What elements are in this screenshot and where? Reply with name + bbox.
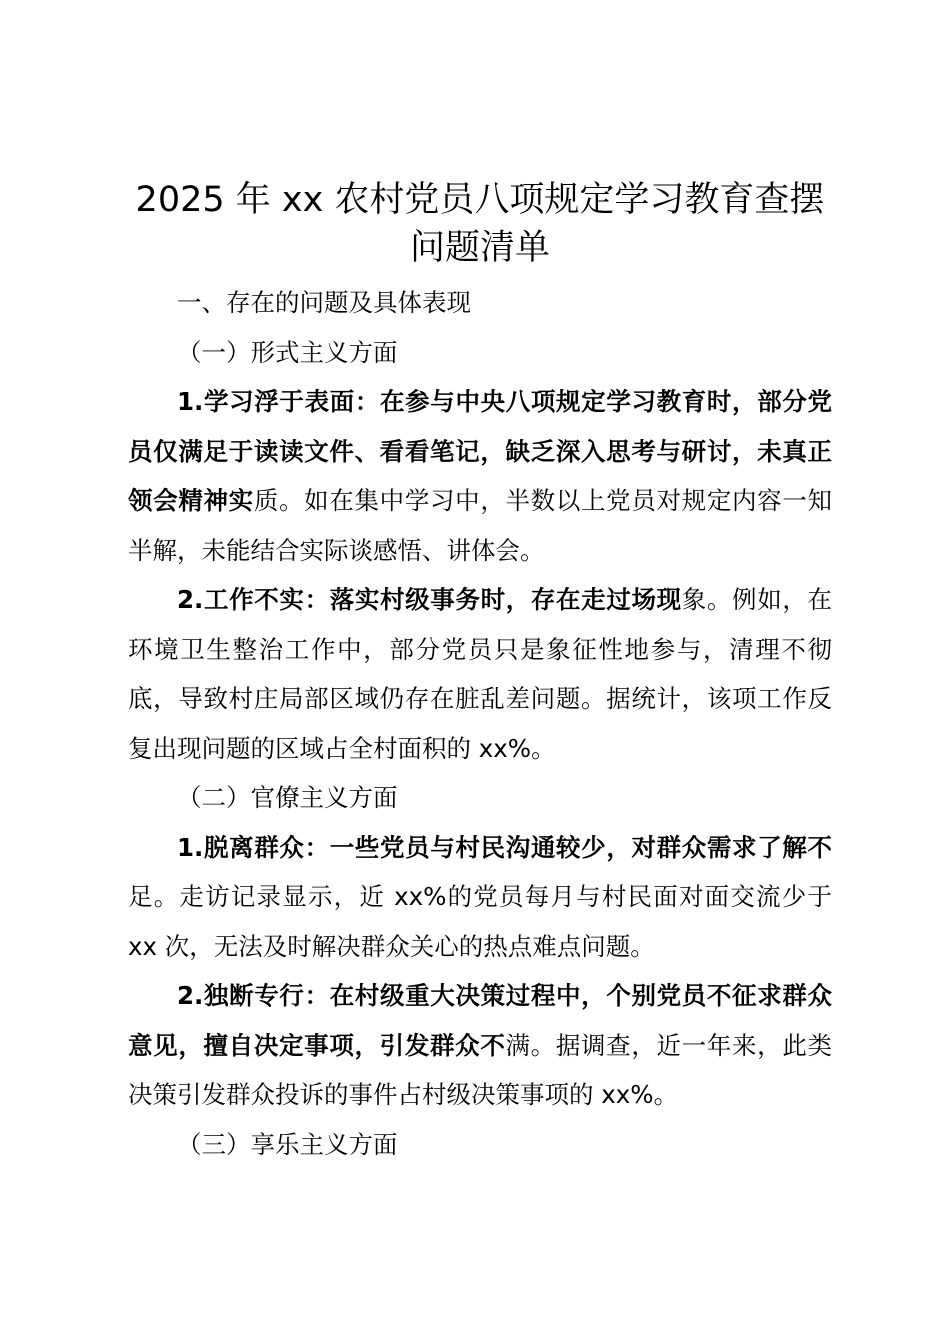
paragraph-1-text: 质。如在集中学习中，半数以上党员对规定内容一知半解，未能结合实际谈感悟、讲体会。 (128, 486, 833, 565)
subsection-heading-3: （三）享乐主义方面 (177, 1129, 398, 1159)
title-line-2: 问题清单 (409, 228, 550, 268)
paragraph-2-text: 象。例如，在环境卫生整治工作中，部分党员只是象征性地参与，清理不彻底，导致村庄局部区域仍存在脏乱差问题。据统计，该项工作反复出现问题的区域占全村面积的 xx%。 (128, 585, 832, 763)
paragraph-3 (128, 823, 832, 972)
title-line-1: 2025 年 xx 农村党员八项规定学习教育查摆 (135, 180, 825, 220)
paragraph-1-bold: 1.学习浮于表面：在参与中央八项规定学习教育时，部分党员仅满足于读读文件、看看笔记，缺乏深入思考与研讨，未真正领会精神实 (128, 387, 832, 515)
subsection-heading-2: （二）官僚主义方面 (177, 783, 398, 812)
subsection-heading-1: （一）形式主义方面 (177, 337, 398, 367)
paragraph-2 (128, 575, 832, 773)
document-title (128, 176, 832, 272)
paragraph-3-bold: 1.脱离群众：一些党员与村民沟通较少，对群众需求了解不 (177, 832, 832, 862)
paragraph-4-text: 满。据调查，近一年来，此类决策引发群众投诉的事件占村级决策事项的 xx%。 (128, 1030, 832, 1109)
section-heading-1: 一、存在的问题及具体表现 (177, 288, 471, 317)
paragraph-4 (128, 971, 832, 1120)
paragraph-2-bold: 2.工作不实：落实村级事务时，存在走过场现 (177, 585, 682, 614)
paragraph-4-bold: 2.独断专行：在村级重大决策过程中，个别党员不征求群众意见，擅自决定事项，引发群众不 (128, 981, 832, 1060)
document-page (128, 176, 832, 1169)
paragraph-1 (128, 377, 832, 575)
paragraph-3-text: 足。走访记录显示，近 xx%的党员每月与村民面对面交流少于 xx 次，无法及时解决群众关心的热点难点问题。 (128, 882, 832, 961)
